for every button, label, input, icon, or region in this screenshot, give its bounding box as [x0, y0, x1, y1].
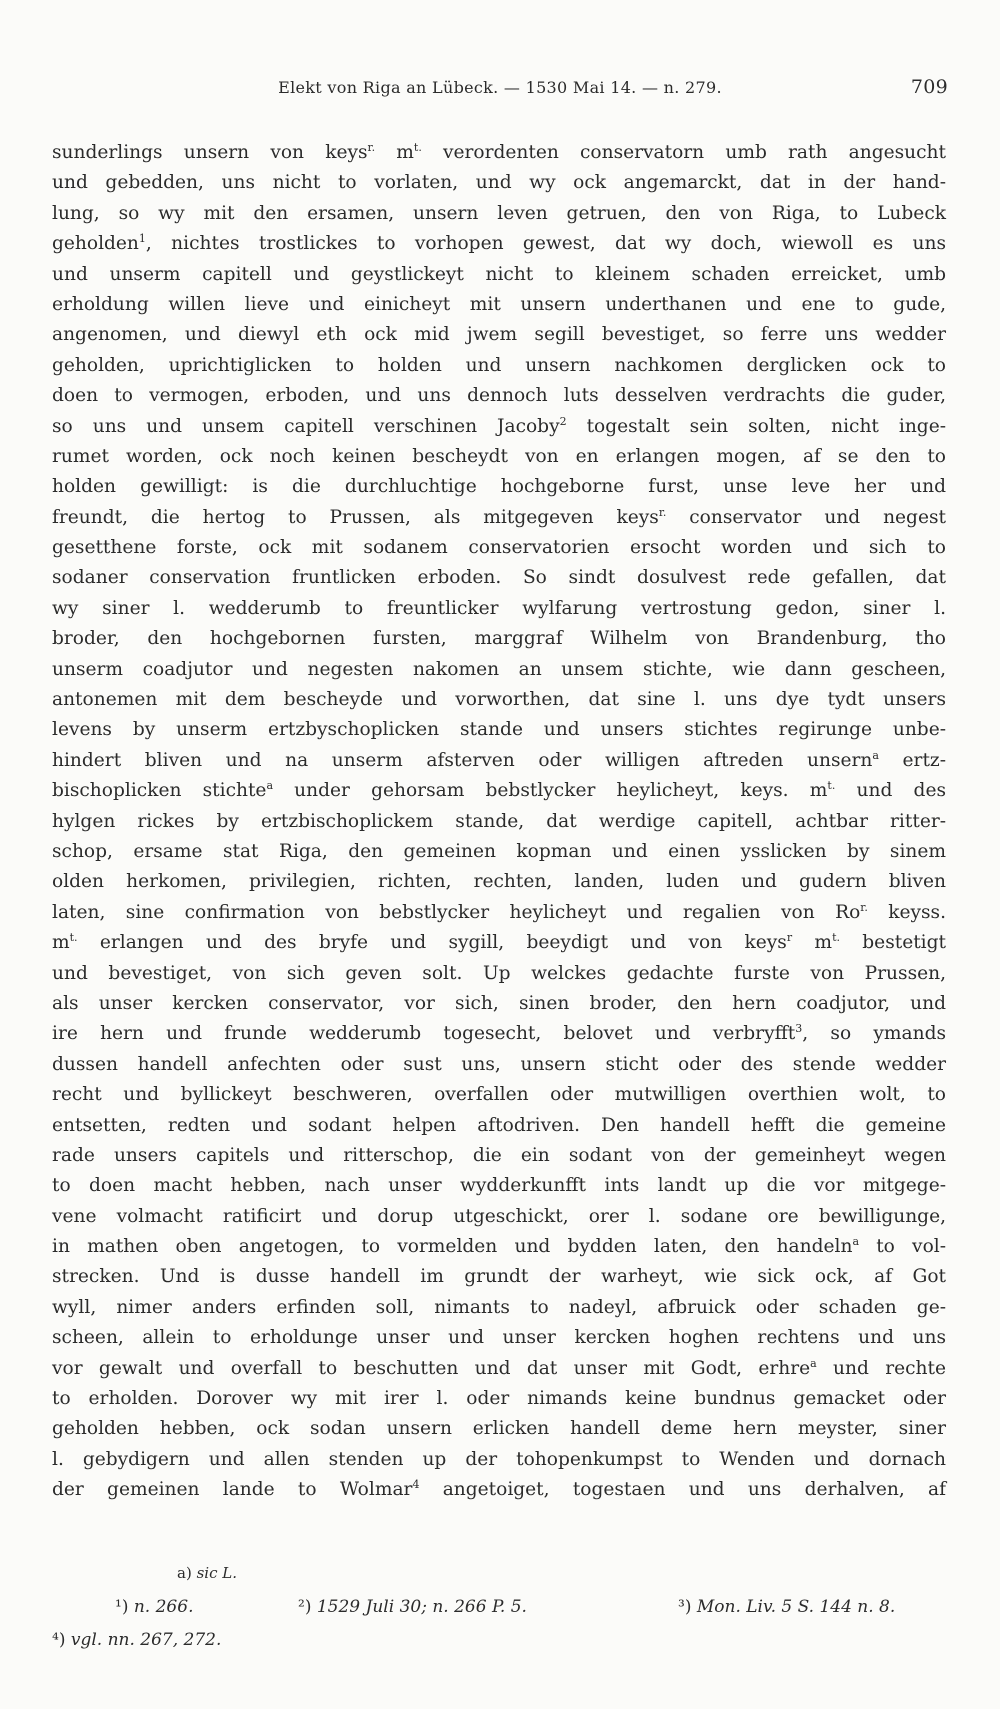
text-line: geholden, uprichtiglicken to holden und unsern nachkomen derglicken ock to: [52, 354, 946, 376]
text-line: l. gebydigern und allen stenden up der tohopenkumpst to Wenden und dornach: [52, 1448, 946, 1470]
text-line: sodaner conservation fruntlicken erboden. So sindt dosulvest rede gefallen, dat: [52, 567, 946, 589]
text-line: freundt, die hertog to Prussen, als mitgegeven keys$^{r.}$ conservator und negest: [52, 505, 946, 528]
text-line: levens by unserm ertzbyschoplicken stande und unsers stichtes regirunge unbe-: [52, 719, 946, 741]
footnote-3-text: Mon. Liv. 5 S. 144 n. 8.: [696, 1597, 896, 1617]
text-line: lung, so wy mit den ersamen, unsern leven getruen, den von Riga, to Lubeck: [52, 202, 946, 224]
text-line: vor gewalt und overfall to beschutten und dat unser mit Godt, erhre$^a$ und rechte: [52, 1356, 946, 1379]
footnote-3-number: ³): [678, 1597, 692, 1617]
text-line: schop, ersame stat Riga, den gemeinen kopman und einen ysslicken by sinem: [52, 840, 946, 862]
running-head-title: Elekt von Riga an Lübeck. — 1530 Mai 14. — n. 279.: [278, 78, 722, 97]
text-line: to doen macht hebben, nach unser wydderkunfft ints landt up die vor mitgege-: [52, 1175, 946, 1197]
text-line: rade unsers capitels und ritterschop, die ein sodant von der gemeinheyt wegen: [52, 1144, 946, 1166]
footnote-4: [52, 1630, 221, 1650]
text-line: erholdung willen lieve und einicheyt mit unsern underthanen und ene to gude,: [52, 293, 946, 315]
text-line: bischoplicken stichte$^a$ under gehorsam bebstlycker heylicheyt, keys. $m^{t.}$ und des: [52, 779, 947, 802]
text-line: geholden$^1$, nichtes trostlickes to vorhopen gewest, dat wy doch, wiewoll es uns: [52, 232, 946, 255]
text-line: holden gewilligt: is die durchluchtige hochgeborne furst, unse leve her und: [52, 476, 946, 498]
text-line: broder, den hochgebornen fursten, marggraf Wilhelm von Brandenburg, tho: [52, 628, 946, 650]
text-line: to erholden. Dorover wy mit irer l. oder nimands keine bundnus gemacket oder: [52, 1388, 946, 1410]
text-line: antonemen mit dem bescheyde und vorworthen, dat sine l. uns dye tydt unsers: [52, 689, 946, 711]
text-line: und bevestiget, von sich geven solt. Up welckes gedachte furste von Prussen,: [52, 962, 946, 984]
text-line: und unserm capitell und geystlickeyt nicht to kleinem schaden erreicket, umb: [52, 263, 946, 285]
footnote-2-text: 1529 Juli 30; n. 266 P. 5.: [316, 1597, 527, 1617]
text-line: rumet worden, ock noch keinen bescheydt von en erlangen mogen, af se den to: [52, 445, 946, 467]
running-head: [52, 78, 948, 106]
text-line: entsetten, redten und sodant helpen aftodriven. Den handell hefft die gemeine: [52, 1114, 946, 1136]
footnote-1-text: n. 266.: [133, 1597, 194, 1617]
page-number: 709: [910, 76, 948, 98]
text-line: dussen handell anfechten oder sust uns, unsern sticht oder des stende wedder: [52, 1053, 946, 1075]
body-text: [52, 138, 946, 1506]
footnote-4-number: ⁴): [52, 1630, 66, 1650]
footnote-1: [115, 1597, 193, 1617]
text-line: gesetthene forste, ock mit sodanem conservatorien ersocht worden und sich to: [52, 537, 946, 559]
footnote-1-number: ¹): [115, 1597, 129, 1617]
text-line: so uns und unsem capitell verschinen Jacoby$^2$ togestalt sein solten, nicht inge-: [52, 414, 946, 437]
text-line: hindert bliven und na unserm afsterven oder willigen aftreden unsern$^a$ ertz-: [52, 748, 946, 771]
text-line: unserm coadjutor und negesten nakomen an unsem stichte, wie dann gescheen,: [52, 658, 946, 680]
text-line: der gemeinen lande to Wolmar$^4$ angetoiget, togestaen und uns derhalven, af: [52, 1478, 946, 1501]
text-line: scheen, allein to erholdunge unser und unser kercken hoghen rechtens und uns: [52, 1327, 946, 1349]
text-line: olden herkomen, privilegien, richten, rechten, landen, luden und gudern bliven: [52, 871, 946, 893]
text-line: laten, sine confirmation von bebstlycker heylicheyt und regalien von $Ro^{r.}$ keyss.: [52, 900, 946, 923]
footnote-3: [678, 1597, 895, 1617]
text-line: und gebedden, uns nicht to vorlaten, und wy ock angemarckt, dat in der hand-: [52, 172, 946, 194]
footnote-4-text: vgl. nn. 267, 272.: [70, 1630, 222, 1650]
text-line: wy siner l. wedderumb to freuntlicker wylfarung vertrostung gedon, siner l.: [52, 597, 946, 619]
text-line: $m^{t.}$ erlangen und des bryfe und sygill, beeydigt und von keys$^r$ $m^{t.}$ bestetigt: [52, 931, 947, 954]
footnote-a: a) sic L.: [177, 1564, 237, 1582]
text-line: geholden hebben, ock sodan unsern erlicken handell deme hern meyster, siner: [52, 1418, 946, 1440]
text-line: doen to vermogen, erboden, und uns dennoch luts desselven verdrachts die guder,: [52, 385, 946, 407]
footnote-a-text: sic L.: [196, 1564, 237, 1582]
text-line: vene volmacht ratificirt und dorup utgeschickt, orer l. sodane ore bewilligunge,: [52, 1205, 946, 1227]
text-line: als unser kercken conservator, vor sich, sinen broder, den hern coadjutor, und: [52, 992, 946, 1014]
text-line: recht und byllickeyt beschweren, overfallen oder mutwilligen overthien wolt, to: [52, 1084, 946, 1106]
text-line: strecken. Und is dusse handell im grundt der warheyt, wie sick ock, af Got: [52, 1266, 946, 1288]
text-line: angenomen, und diewyl eth ock mid jwem segill bevestiget, so ferre uns wedder: [52, 324, 946, 346]
footnote-2-number: ²): [298, 1597, 312, 1617]
text-line: in mathen oben angetogen, to vormelden und bydden laten, den handeln$^a$ to vol-: [52, 1235, 946, 1258]
text-line: hylgen rickes by ertzbischoplickem stande, dat werdige capitell, achtbar ritter-: [52, 810, 946, 832]
text-line: wyll, nimer anders erfinden soll, nimants to nadeyl, afbruick oder schaden ge-: [52, 1296, 946, 1318]
footnote-2: [298, 1597, 527, 1617]
text-line: sunderlings unsern von keys$^{r.}$ $m^{t.}$ verordenten conservatorn umb rath angesucht: [52, 141, 947, 163]
text-line: ire hern und frunde wedderumb togesecht, belovet und verbryfft$^3$, so ymands: [52, 1022, 947, 1045]
